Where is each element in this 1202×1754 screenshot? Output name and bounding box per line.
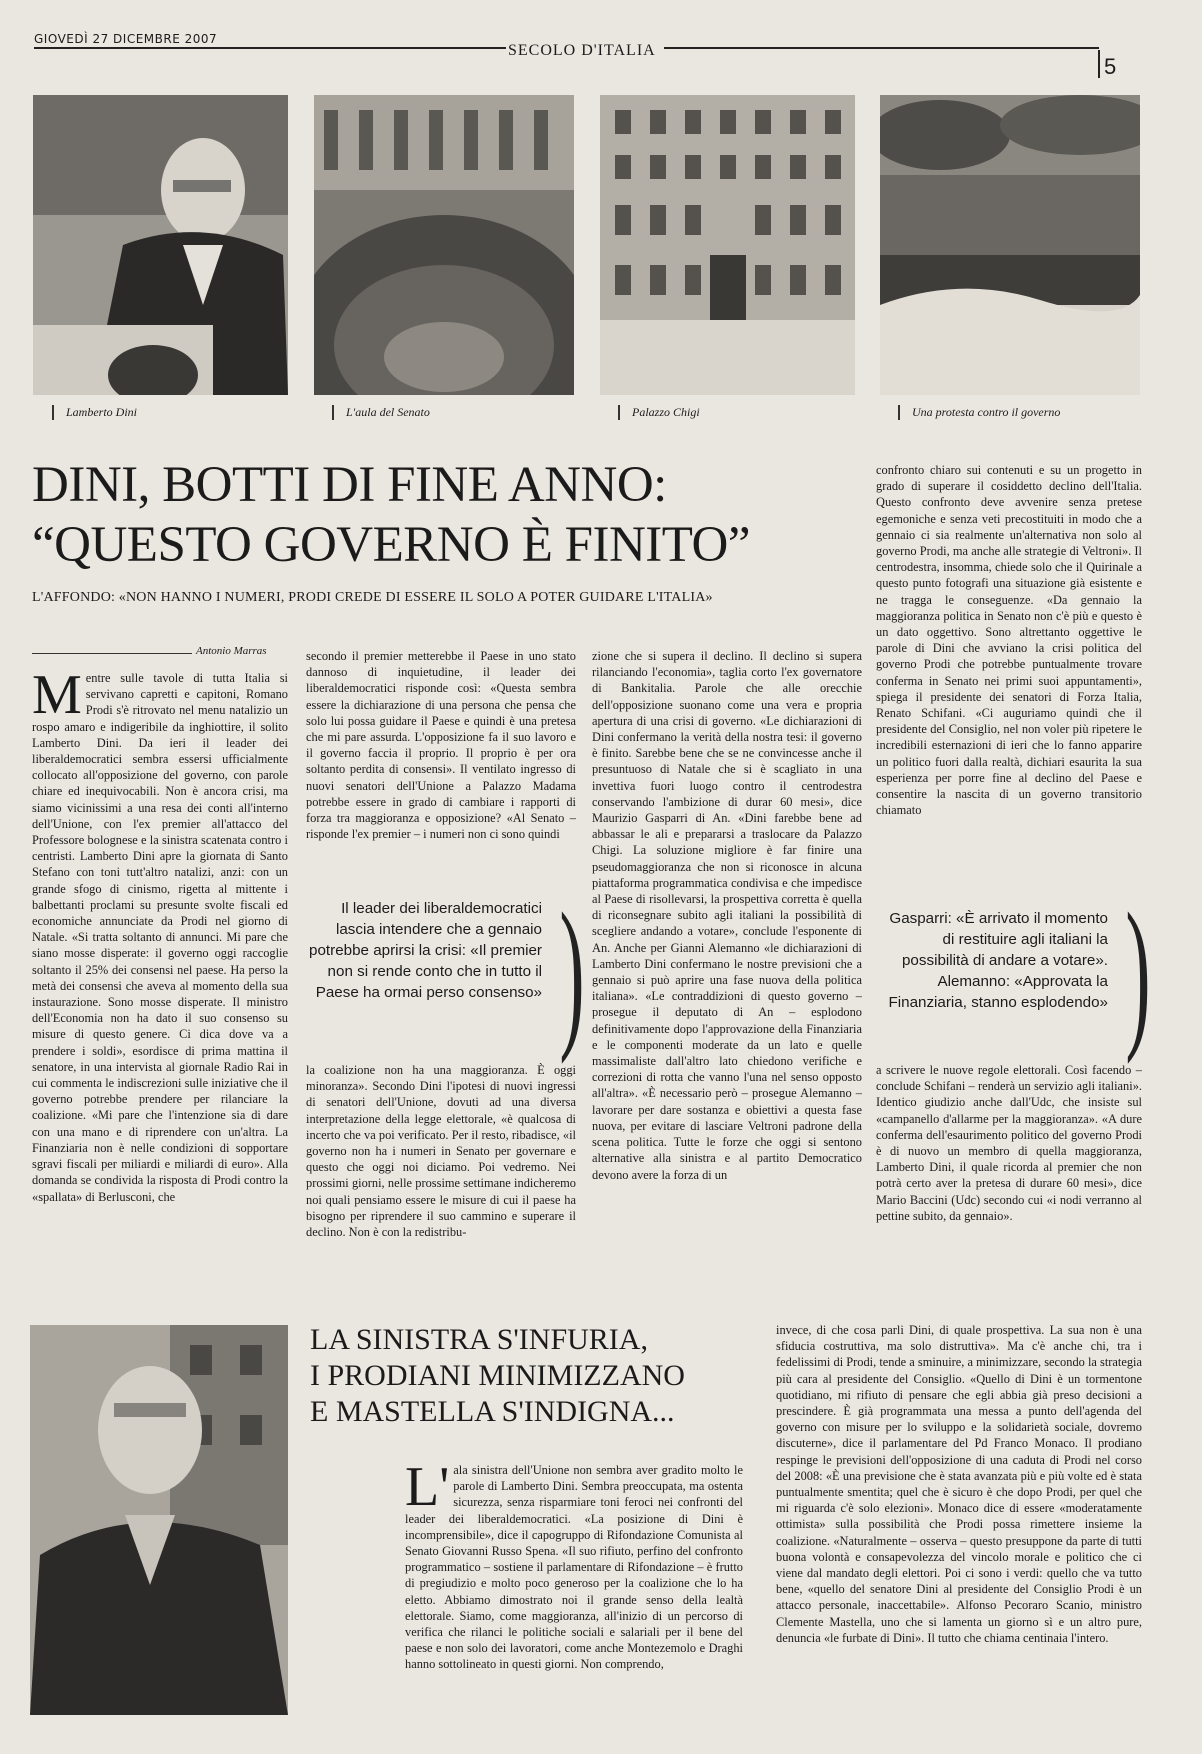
masthead-rule-left xyxy=(34,47,506,49)
photo-senate xyxy=(314,95,574,395)
page-number: 5 xyxy=(1104,54,1117,79)
main-headline-line2: “QUESTO GOVERNO È FINITO” xyxy=(32,517,750,573)
main-column-2-top: secondo il premier metterebbe il Paese in uno stato dannoso di inquietudine, il leader dei liberaldemocratici risponde così: «Questa sembra essere la dichiarazione di una persona che pensa che solo lui possa guidare il Paese e quindi è una pretesa che mi pare assurda. L'opposizione fa il suo lavoro e il governo faccia il proprio. Il proprio è per ora soltanto perdita di consensi». Il ventilato ingresso di nuovi senatori dell'Unione a Palazzo Madama potrebbe essere in grado di cambiare i rapporti di forza tra maggioranza e opposizione? «Al Senato – risponde l'ex premier – i numeri non ci sono quindi xyxy=(306,649,576,842)
byline-rule xyxy=(32,653,192,654)
pull-quote-bracket-left: ) xyxy=(559,879,585,1065)
caption-protest: Una protesta contro il governo xyxy=(898,405,1060,420)
photo-palazzo-chigi xyxy=(600,95,855,395)
byline: Antonio Marras xyxy=(196,645,267,657)
main-column-3: zione che si supera il declino. Il declino si supera rilanciando l'economia», taglia corto l'ex governatore di Bankitalia. Parole che alle orecchie dell'opposizione suonano come una vera e propria apertura di una crisi di governo. «Le dichiarazioni di Dini confermano la verità della nostra tesi: il governo è finito. Sarebbe bene che se ne convincesse anche il presuntuoso di Natale che si è scagliato in una invettiva fuori luogo contro il centrodestra conservando l'ambizione di durar 60 mesi», dice Maurizio Gasparri di An. «Dini farebbe bene ad abbassar le ali e prepararsi a traslocare da Palazzo Chigi. La soluzione migliore è far finire una pseudomaggioranza che non si riconosce in alcuna piattaforma programmatica condivisa e che impedisce al Paese di risollevarsi, la prospettiva corretta è quella di riconsegnare subito agli italiani la possibilità di scegliere andando a votare», conclude l'esponente di An. Anche per Gianni Alemanno «le dichiarazioni di Lamberto Dini confermano le nostre previsioni che a gennaio si può aprire una fase nuova della politica italiana». «Le contraddizioni di questo governo – prosegue il deputato di An – esplodono definitivamente dopo l'approvazione della Finanziaria e le componenti moderate da un lato e quelle massimaliste dall'altro lato chiedono verifiche e correzioni di rotta che vanno l'una nel senso opposto all'altra». «È necessario però – prosegue Alemanno – lavorare per dare sostanza e obiettivi a questa fase nuova, per evitare di lasciare Veltroni padrone della scena politica. Tutte le forze che oggi si sentono alternative alla sinistra e al partito Democratico devono avere la forza di un xyxy=(592,649,862,1182)
second-headline-line1: LA SINISTRA S'INFURIA, xyxy=(310,1323,648,1356)
main-deck: L'AFFONDO: «NON HANNO I NUMERI, PRODI CREDE DI ESSERE IL SOLO A POTER GUIDARE L'ITALIA» xyxy=(32,590,713,605)
main-headline-line1: DINI, BOTTI DI FINE ANNO: xyxy=(32,457,667,513)
main-headline xyxy=(32,455,750,575)
pull-quote-left: Il leader dei liberaldemocratici lascia intendere che a gennaio potrebbe aprirsi la crisi: «Il premier non si rende conto che in tutto il Paese ha ormai perso consenso» xyxy=(309,900,542,1001)
masthead-rule-right xyxy=(664,47,1099,49)
second-headline xyxy=(310,1322,685,1430)
photo-dini xyxy=(33,95,288,395)
second-column-1-text: ala sinistra dell'Unione non sembra aver gradito molto le parole di Lamberto Dini. Sembra preoccupata, ma ostenta sicurezza, senza risparmiare toni feroci nei confronti del leader dei liberaldemocratici. «La posizione di Dini è incomprensibile», dice il capogruppo di Rifondazione Comunista al Senato Giovanni Russo Spena. «Il suo rifiuto, perfino del confronto programmatico – sostiene il parlamentare di Rifondazione – è frutto di pregiudizio e molto poco generoso per la coalizione che lo ha eletto. Abbiamo dimostrato noi il grande senso della lealtà elettorale. Siamo, come maggioranza, all'inizio di un percorso di verifica che rilanci le politiche sociali e salariali per il bene del paese e non solo dei lavoratori, come anche Montezemolo e Draghi hanno sottolineato in questi giorni. Non comprendo, xyxy=(405,1463,743,1672)
second-column-1 xyxy=(405,1462,743,1730)
pull-quote-right: Gasparri: «È arrivato il momento di restituire agli italiani la possibilità di andare a votare». Alemanno: «Approvata la Finanziaria, stanno esplodendo» xyxy=(888,910,1108,1011)
main-column-4-bottom: a scrivere le nuove regole elettorali. Così facendo – conclude Schifani – renderà un servizio agli italiani». Identico giudizio anche dall'Udc, che insiste sul «campanello d'allarme per la maggioranza». «A dure conferma dell'esaurimento politico del governo Prodi è di nuovo un membro di quella maggioranza, Lamberto Dini, il quale ricorda al premier che non potrà certo aver la pretesa di durare 60 mesi», dice Mario Baccini (Udc) secondo cui «i nodi verranno al pettine subito, da gennaio». xyxy=(876,1063,1142,1223)
second-headline-line2: I PRODIANI MINIMIZZANO xyxy=(310,1359,685,1392)
pull-quote-bracket-right: ) xyxy=(1125,879,1151,1065)
main-column-1 xyxy=(32,670,288,1260)
caption-senate: L'aula del Senato xyxy=(332,405,430,420)
caption-dini: Lamberto Dini xyxy=(52,405,137,420)
second-drop-cap: L' xyxy=(405,1462,450,1518)
second-column-2: invece, di che cosa parli Dini, di quale prospettiva. La sua non è una sfiducia costruttiva, ma solo distruttiva». Ma c'è anche chi, tra i fedelissimi di Prodi, tende a sminuire, a minimizzare, secondo la strategia più cara al presidente del Consiglio. «Quello di Dini è un tormentone quotidiano, mi rifiuto di pensare che egli abbia già preso decisioni a prescindere. È già programmata una messa a punto dell'agenda del governo con misure per lo sviluppo e la solidarietà sociale, dovremo discuterne», dice il parlamentare del Pd Franco Monaco. Il prodiano respinge le previsioni dell'opposizione di una caduta di Prodi nel corso del 2008: «È una previsione che è stata avanzata più e più volte ed è stata puntualmente smentita; quel che è sicuro è che dopo Prodi, per quel che mi riguarda c'è solo elezioni». Monaco dice di essere «moderatamente ottimista» sulla possibilità che Prodi possa rimettere insieme la coalizione. «Naturalmente – osserva – questo presuppone da parte di tutti buona volontà e consapevolezza del vincolo morale e politico che ci viene dal mandato degli elettori. Poi ci sono i verdi: quello che va tutto bene, «quello del senatore Dini al presidente del Consiglio Prodi è un attacco personale, inaccettabile». Alfonso Pecoraro Scanio, ministro Clemente Mastella, uno che si lamenta un giorno sì e un altro pure, denuncia «le furbate di Dini». Il tutto che chiama centinaia l'intero. xyxy=(776,1323,1142,1645)
page-number-divider xyxy=(1098,50,1100,78)
paper-name: SECOLO D'ITALIA xyxy=(508,42,656,59)
main-column-2-bottom: la coalizione non ha una maggioranza. È oggi minoranza». Secondo Dini l'ipotesi di nuovi ingressi di senatori dell'Unione, dovuti ad una diversa interpretazione della legge elettorale, «è qualcosa di incerto che va poi verificato. Per il resto, ribadisce, «il governo non ha i numeri in Senato per governare e questo che oggi noi diciamo. Poi vedremo. Nei prossimi giorni, nelle prossime settimane indicheremo noi quali pensiamo essere le misure di cui il paese ha bisogno per riprendere il suo cammino e superare il declino. Non è con la redistribu- xyxy=(306,1063,576,1240)
caption-palazzo-chigi: Palazzo Chigi xyxy=(618,405,700,420)
issue-date: GIOVEDÌ 27 DICEMBRE 2007 xyxy=(34,32,218,46)
second-headline-line3: E MASTELLA S'INDIGNA... xyxy=(310,1395,675,1428)
photo-politician xyxy=(30,1325,288,1715)
main-column-4-top: confronto chiaro sui contenuti e su un progetto in grado di superare il cosiddetto declino dell'Italia. Questo confronto deve avvenire senza pretese egemoniche e senza veti precostituiti in modo che a gennaio ci sia realmente un'alternativa non solo al governo Prodi, ma anche alle strategie di Veltroni». Il centrodestra, insomma, chiede solo che il Quirinale a questo punto fotografi una situazione già esistente e ne tragga le conseguenze. «Da gennaio la maggioranza politica in Senato non c'è più e questo è un dato oggettivo. Sono altrettanto oggettive le parole di Dini che avviano la crisi politica del governo Prodi che potrebbe puntualmente trovare conferma in Senato nei primi suoi appuntamenti», spiega il presidente dei senatori di Forza Italia, Renato Schifani. «Ci auguriamo quindi che il presidente del Consiglio, nel non voler più ripetere le incredibili esternazioni di ieri che lo fanno apparire un politico fuori dalla realtà, dichiari esaurita la sua esperienza per porre fine al declino del Paese e consentire la nascita di un governo transitorio chiamato xyxy=(876,463,1142,818)
drop-cap: M xyxy=(32,670,82,726)
photo-protest xyxy=(880,95,1140,395)
main-column-1-text: entre sulle tavole di tutta Italia si servivano capretti e capitoni, Romano Prodi s'è ritrovato nel menu natalizio un rospo amaro e indigeribile da inghiottire, il solito Lamberto Dini. Da ieri il leader dei liberaldemocratici sembra essersi ufficialmente collocato all'opposizione del governo, con parole chiare ed inequivocabili. Non è ancora crisi, ma siamo vicinissimi a una resa dei conti all'interno dell'Unione, con l'ex premier all'attacco del Professore bolognese e la sinistra scatenata contro i centristi. Lamberto Dini apre la giornata di Santo Stefano con toni tutt'altro natalizi, anzi: con un grande sfogo di cinismo, rigetta al mittente i balbettanti proclami su presunte svolte fiscali ed economiche annunciate da Prodi nel giorno di Natale. «Si tratta soltanto di annunci. Mi pare che siano mosse disperate: il governo oggi raccoglie soltanto il 25% dei consensi nel paese. Ha perso la metà dei consensi che aveva al momento della sua instaurazione. Sono mosse disperate. Il ministro dell'Economia non ha dato il suo consenso su misure di questo genere. Ci dica dove va a prendere i soldi», esordisce di prima mattina il senatore, in una intervista al giornale Radio Rai in cui commenta le indiscrezioni sulle iniziative che il governo potrebbe prendere per rilanciare la coalizione. «Mi pare che l'intenzione sia di dare con una mano e di riprendere con un'altra. La Finanziaria non è nelle condizioni di sopportare sgravi fiscali per miliardi e miliardi di euro». Alla domanda se condivida la risposta di Prodi contro la «spallata» di Berlusconi, che xyxy=(32,671,288,1204)
